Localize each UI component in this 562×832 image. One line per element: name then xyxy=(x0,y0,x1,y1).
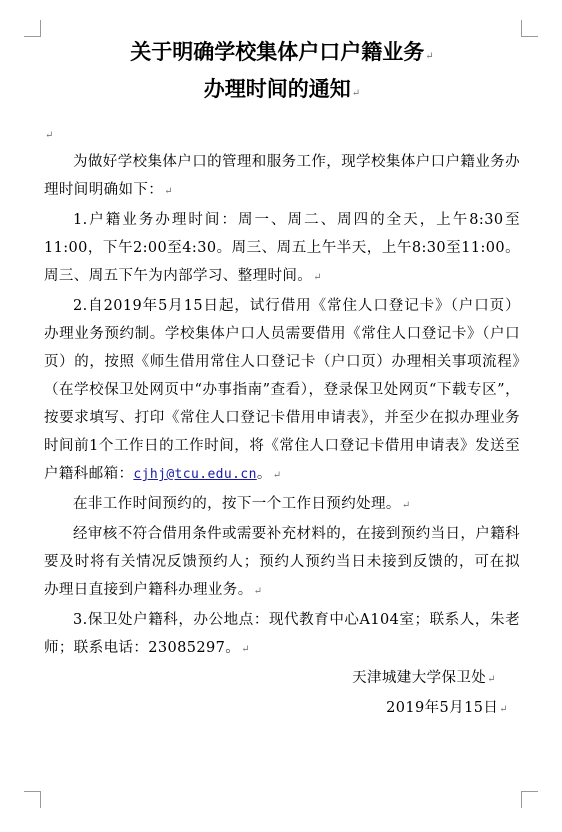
paragraph-mark-icon: ↵ xyxy=(401,500,411,511)
title-line-2-text: 办理时间的通知 xyxy=(203,76,351,101)
title-line-1-text: 关于明确学校集体户口户籍业务 xyxy=(130,39,425,64)
signature-org-text: 天津城建大学保卫处 xyxy=(352,670,487,686)
paragraph-mark-icon: ↵ xyxy=(164,186,173,197)
crop-mark-top-left xyxy=(24,20,41,37)
item-1-paragraph xyxy=(44,206,520,292)
item-2-end: 。 xyxy=(256,466,272,482)
crop-mark-top-right xyxy=(521,20,538,37)
paragraph-mark-icon: ↵ xyxy=(487,674,496,685)
item-3-text: 3.保卫处户籍科，办公地点：现代教育中心A104室；联系人，朱老师；联系电话：23085297。 xyxy=(44,612,520,656)
item-3-paragraph xyxy=(44,606,520,664)
item-2-paragraph xyxy=(44,292,520,490)
email-link[interactable]: cjhj@tcu.edu.cn xyxy=(133,467,257,482)
signature-date-text: 2019年5月15日 xyxy=(386,700,499,716)
review-paragraph xyxy=(44,520,520,606)
paragraph-mark-icon: ↵ xyxy=(241,644,250,655)
review-text: 经审核不符合借用条件或需要补充材料的，在接到预约当日，户籍科要及时将有关情况反馈预约人；预约人预约当日未接到反馈的，可在拟办理日直接到户籍科办理业务。 xyxy=(44,526,520,598)
document-title xyxy=(44,36,520,110)
item-1-text: 1.户籍业务办理时间：周一、周二、周四的全天，上午8:30至11:00，下午2:00至4:30。周三、周五上午半天，上午8:30至11:00。周三、周五下午为内部学习、整理时间。 xyxy=(44,212,520,284)
item-2-text: 2.自2019年5月15日起，试行借用《常住人口登记卡》（户口页）办理业务预约制。学校集体户口人员需要借用《常住人口登记卡》（户口页）的，按照《师生借用常住人口登记卡（户口页）办理相关事项流程》（在学校保卫处网页中“办事指南”查看），登录保卫处网页“下载专区”，按要求填写、打印《常住人口登记卡借用申请表》，并至少在拟办理业务时间前1个工作日的工作时间，将《常住人口登记卡借用申请表》发送至户籍科邮箱： xyxy=(44,298,520,482)
crop-mark-bottom-right xyxy=(521,791,538,808)
paragraph-mark-icon: ↵ xyxy=(499,704,508,715)
non-work-time-paragraph xyxy=(44,490,520,520)
paragraph-mark-icon: ↵ xyxy=(45,130,54,141)
signature-organization xyxy=(44,664,520,694)
signature-date xyxy=(44,694,520,724)
non-work-time-text: 在非工作时间预约的，按下一个工作日预约处理。 xyxy=(73,496,401,512)
title-line-2 xyxy=(44,73,520,110)
intro-text: 为做好学校集体户口的管理和服务工作，现学校集体户口户籍业务办理时间明确如下： xyxy=(44,154,520,198)
paragraph-mark-icon: ↵ xyxy=(425,51,434,62)
paragraph-mark-icon: ↵ xyxy=(272,470,282,481)
document-body xyxy=(44,36,520,724)
paragraph-mark-icon: ↵ xyxy=(313,272,322,283)
intro-paragraph xyxy=(44,148,520,206)
paragraph-mark-icon: ↵ xyxy=(253,586,263,597)
crop-mark-bottom-left xyxy=(24,791,41,808)
title-line-1 xyxy=(44,36,520,73)
paragraph-mark-icon: ↵ xyxy=(351,88,361,99)
blank-line xyxy=(44,110,520,148)
